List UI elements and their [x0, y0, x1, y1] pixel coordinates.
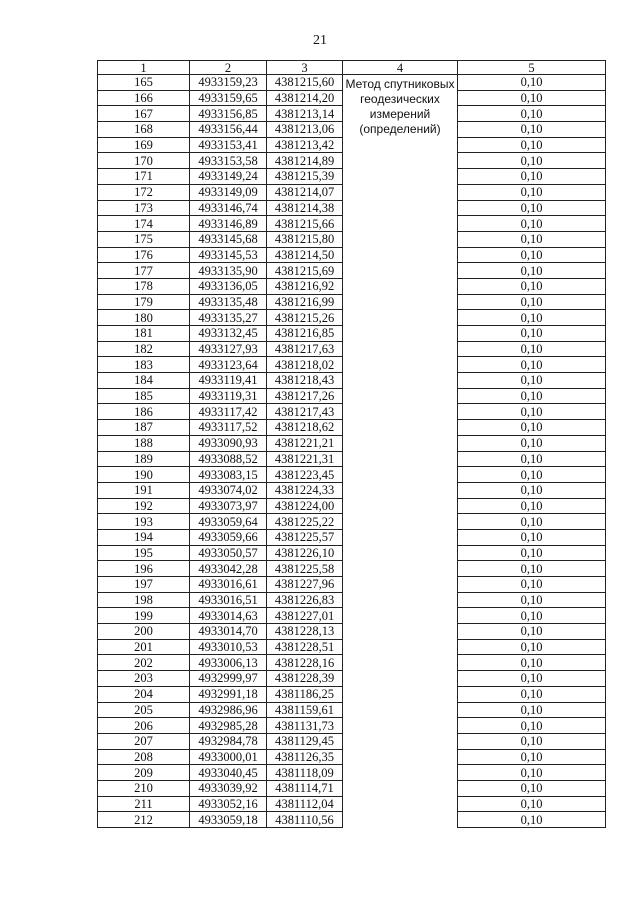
accuracy-cell: 0,10	[458, 702, 606, 718]
point-number-cell: 182	[98, 341, 190, 357]
accuracy-cell: 0,10	[458, 514, 606, 530]
point-number-cell: 185	[98, 388, 190, 404]
point-number-cell: 168	[98, 122, 190, 138]
accuracy-cell: 0,10	[458, 294, 606, 310]
x-coordinate-cell: 4933119,41	[190, 373, 267, 389]
x-coordinate-cell: 4933050,57	[190, 545, 267, 561]
x-coordinate-cell: 4933059,18	[190, 812, 267, 828]
accuracy-cell: 0,10	[458, 608, 606, 624]
y-coordinate-cell: 4381218,62	[267, 420, 343, 436]
x-coordinate-cell: 4933156,85	[190, 106, 267, 122]
accuracy-cell: 0,10	[458, 498, 606, 514]
coordinates-table	[97, 60, 606, 828]
point-number-cell: 209	[98, 765, 190, 781]
y-coordinate-cell: 4381131,73	[267, 718, 343, 734]
x-coordinate-cell: 4933149,09	[190, 184, 267, 200]
y-coordinate-cell: 4381213,06	[267, 122, 343, 138]
y-coordinate-cell: 4381129,45	[267, 733, 343, 749]
x-coordinate-cell: 4933136,05	[190, 278, 267, 294]
accuracy-cell: 0,10	[458, 278, 606, 294]
x-coordinate-cell: 4933052,16	[190, 796, 267, 812]
point-number-cell: 212	[98, 812, 190, 828]
y-coordinate-cell: 4381213,42	[267, 137, 343, 153]
y-coordinate-cell: 4381224,33	[267, 482, 343, 498]
x-coordinate-cell: 4932985,28	[190, 718, 267, 734]
x-coordinate-cell: 4933117,52	[190, 420, 267, 436]
x-coordinate-cell: 4933059,64	[190, 514, 267, 530]
point-number-cell: 186	[98, 404, 190, 420]
point-number-cell: 191	[98, 482, 190, 498]
point-number-cell: 206	[98, 718, 190, 734]
point-number-cell: 175	[98, 231, 190, 247]
accuracy-cell: 0,10	[458, 718, 606, 734]
accuracy-cell: 0,10	[458, 404, 606, 420]
accuracy-cell: 0,10	[458, 796, 606, 812]
y-coordinate-cell: 4381225,57	[267, 529, 343, 545]
point-number-cell: 165	[98, 75, 190, 91]
y-coordinate-cell: 4381159,61	[267, 702, 343, 718]
point-number-cell: 180	[98, 310, 190, 326]
accuracy-cell: 0,10	[458, 639, 606, 655]
x-coordinate-cell: 4932999,97	[190, 671, 267, 687]
point-number-cell: 204	[98, 686, 190, 702]
accuracy-cell: 0,10	[458, 529, 606, 545]
x-coordinate-cell: 4933040,45	[190, 765, 267, 781]
point-number-cell: 203	[98, 671, 190, 687]
accuracy-cell: 0,10	[458, 106, 606, 122]
x-coordinate-cell: 4933014,70	[190, 624, 267, 640]
accuracy-cell: 0,10	[458, 326, 606, 342]
point-number-cell: 166	[98, 90, 190, 106]
point-number-cell: 202	[98, 655, 190, 671]
x-coordinate-cell: 4933145,68	[190, 231, 267, 247]
accuracy-cell: 0,10	[458, 200, 606, 216]
x-coordinate-cell: 4933146,74	[190, 200, 267, 216]
x-coordinate-cell: 4933135,27	[190, 310, 267, 326]
accuracy-cell: 0,10	[458, 310, 606, 326]
y-coordinate-cell: 4381226,10	[267, 545, 343, 561]
accuracy-cell: 0,10	[458, 216, 606, 232]
accuracy-cell: 0,10	[458, 451, 606, 467]
accuracy-cell: 0,10	[458, 341, 606, 357]
point-number-cell: 170	[98, 153, 190, 169]
point-number-cell: 198	[98, 592, 190, 608]
point-number-cell: 171	[98, 169, 190, 185]
x-coordinate-cell: 4933135,90	[190, 263, 267, 279]
y-coordinate-cell: 4381228,13	[267, 624, 343, 640]
accuracy-cell: 0,10	[458, 812, 606, 828]
table-row	[98, 75, 606, 91]
x-coordinate-cell: 4933090,93	[190, 435, 267, 451]
accuracy-cell: 0,10	[458, 184, 606, 200]
accuracy-cell: 0,10	[458, 75, 606, 91]
point-number-cell: 193	[98, 514, 190, 530]
accuracy-cell: 0,10	[458, 90, 606, 106]
point-number-cell: 211	[98, 796, 190, 812]
y-coordinate-cell: 4381214,50	[267, 247, 343, 263]
accuracy-cell: 0,10	[458, 420, 606, 436]
x-coordinate-cell: 4933073,97	[190, 498, 267, 514]
point-number-cell: 187	[98, 420, 190, 436]
x-coordinate-cell: 4933117,42	[190, 404, 267, 420]
x-coordinate-cell: 4933083,15	[190, 467, 267, 483]
x-coordinate-cell: 4933156,44	[190, 122, 267, 138]
column-header: 2	[190, 61, 267, 75]
y-coordinate-cell: 4381110,56	[267, 812, 343, 828]
y-coordinate-cell: 4381218,43	[267, 373, 343, 389]
accuracy-cell: 0,10	[458, 592, 606, 608]
accuracy-cell: 0,10	[458, 561, 606, 577]
y-coordinate-cell: 4381228,39	[267, 671, 343, 687]
accuracy-cell: 0,10	[458, 467, 606, 483]
accuracy-cell: 0,10	[458, 482, 606, 498]
column-header: 3	[267, 61, 343, 75]
accuracy-cell: 0,10	[458, 373, 606, 389]
x-coordinate-cell: 4933119,31	[190, 388, 267, 404]
point-number-cell: 192	[98, 498, 190, 514]
y-coordinate-cell: 4381186,25	[267, 686, 343, 702]
point-number-cell: 172	[98, 184, 190, 200]
x-coordinate-cell: 4933016,61	[190, 577, 267, 593]
accuracy-cell: 0,10	[458, 122, 606, 138]
y-coordinate-cell: 4381213,14	[267, 106, 343, 122]
y-coordinate-cell: 4381214,07	[267, 184, 343, 200]
y-coordinate-cell: 4381214,38	[267, 200, 343, 216]
x-coordinate-cell: 4933016,51	[190, 592, 267, 608]
x-coordinate-cell: 4933159,23	[190, 75, 267, 91]
y-coordinate-cell: 4381215,66	[267, 216, 343, 232]
point-number-cell: 184	[98, 373, 190, 389]
accuracy-cell: 0,10	[458, 435, 606, 451]
x-coordinate-cell: 4933074,02	[190, 482, 267, 498]
y-coordinate-cell: 4381126,35	[267, 749, 343, 765]
point-number-cell: 177	[98, 263, 190, 279]
y-coordinate-cell: 4381218,02	[267, 357, 343, 373]
accuracy-cell: 0,10	[458, 765, 606, 781]
table-header-row	[98, 61, 606, 75]
accuracy-cell: 0,10	[458, 624, 606, 640]
accuracy-cell: 0,10	[458, 231, 606, 247]
x-coordinate-cell: 4933042,28	[190, 561, 267, 577]
y-coordinate-cell: 4381215,60	[267, 75, 343, 91]
accuracy-cell: 0,10	[458, 153, 606, 169]
y-coordinate-cell: 4381217,26	[267, 388, 343, 404]
point-number-cell: 196	[98, 561, 190, 577]
y-coordinate-cell: 4381215,26	[267, 310, 343, 326]
y-coordinate-cell: 4381221,31	[267, 451, 343, 467]
accuracy-cell: 0,10	[458, 169, 606, 185]
accuracy-cell: 0,10	[458, 749, 606, 765]
y-coordinate-cell: 4381214,89	[267, 153, 343, 169]
point-number-cell: 210	[98, 780, 190, 796]
x-coordinate-cell: 4933059,66	[190, 529, 267, 545]
point-number-cell: 205	[98, 702, 190, 718]
point-number-cell: 189	[98, 451, 190, 467]
y-coordinate-cell: 4381228,16	[267, 655, 343, 671]
y-coordinate-cell: 4381216,92	[267, 278, 343, 294]
column-header: 1	[98, 61, 190, 75]
point-number-cell: 181	[98, 326, 190, 342]
x-coordinate-cell: 4933146,89	[190, 216, 267, 232]
x-coordinate-cell: 4933135,48	[190, 294, 267, 310]
x-coordinate-cell: 4933153,41	[190, 137, 267, 153]
y-coordinate-cell: 4381217,43	[267, 404, 343, 420]
x-coordinate-cell: 4933145,53	[190, 247, 267, 263]
x-coordinate-cell: 4933039,92	[190, 780, 267, 796]
y-coordinate-cell: 4381215,69	[267, 263, 343, 279]
x-coordinate-cell: 4933132,45	[190, 326, 267, 342]
point-number-cell: 169	[98, 137, 190, 153]
point-number-cell: 174	[98, 216, 190, 232]
point-number-cell: 167	[98, 106, 190, 122]
point-number-cell: 197	[98, 577, 190, 593]
point-number-cell: 183	[98, 357, 190, 373]
x-coordinate-cell: 4933088,52	[190, 451, 267, 467]
point-number-cell: 176	[98, 247, 190, 263]
accuracy-cell: 0,10	[458, 357, 606, 373]
column-header: 4	[343, 61, 458, 75]
x-coordinate-cell: 4933006,13	[190, 655, 267, 671]
y-coordinate-cell: 4381221,21	[267, 435, 343, 451]
point-number-cell: 178	[98, 278, 190, 294]
accuracy-cell: 0,10	[458, 137, 606, 153]
x-coordinate-cell: 4933127,93	[190, 341, 267, 357]
accuracy-cell: 0,10	[458, 733, 606, 749]
accuracy-cell: 0,10	[458, 545, 606, 561]
point-number-cell: 208	[98, 749, 190, 765]
y-coordinate-cell: 4381112,04	[267, 796, 343, 812]
point-number-cell: 195	[98, 545, 190, 561]
accuracy-cell: 0,10	[458, 247, 606, 263]
point-number-cell: 199	[98, 608, 190, 624]
accuracy-cell: 0,10	[458, 780, 606, 796]
y-coordinate-cell: 4381216,99	[267, 294, 343, 310]
y-coordinate-cell: 4381118,09	[267, 765, 343, 781]
table-body	[98, 75, 606, 828]
x-coordinate-cell: 4933014,63	[190, 608, 267, 624]
method-cell: Метод спутниковых геодезических измерений (определений)	[343, 75, 458, 828]
x-coordinate-cell: 4933000,01	[190, 749, 267, 765]
x-coordinate-cell: 4933149,24	[190, 169, 267, 185]
y-coordinate-cell: 4381216,85	[267, 326, 343, 342]
x-coordinate-cell: 4932984,78	[190, 733, 267, 749]
y-coordinate-cell: 4381226,83	[267, 592, 343, 608]
y-coordinate-cell: 4381227,01	[267, 608, 343, 624]
point-number-cell: 188	[98, 435, 190, 451]
point-number-cell: 194	[98, 529, 190, 545]
point-number-cell: 190	[98, 467, 190, 483]
accuracy-cell: 0,10	[458, 388, 606, 404]
y-coordinate-cell: 4381225,58	[267, 561, 343, 577]
point-number-cell: 200	[98, 624, 190, 640]
page-number: 21	[313, 33, 327, 48]
column-header: 5	[458, 61, 606, 75]
y-coordinate-cell: 4381227,96	[267, 577, 343, 593]
y-coordinate-cell: 4381223,45	[267, 467, 343, 483]
y-coordinate-cell: 4381215,39	[267, 169, 343, 185]
y-coordinate-cell: 4381114,71	[267, 780, 343, 796]
y-coordinate-cell: 4381217,63	[267, 341, 343, 357]
accuracy-cell: 0,10	[458, 671, 606, 687]
x-coordinate-cell: 4933153,58	[190, 153, 267, 169]
point-number-cell: 173	[98, 200, 190, 216]
y-coordinate-cell: 4381215,80	[267, 231, 343, 247]
accuracy-cell: 0,10	[458, 686, 606, 702]
y-coordinate-cell: 4381214,20	[267, 90, 343, 106]
accuracy-cell: 0,10	[458, 263, 606, 279]
x-coordinate-cell: 4933159,65	[190, 90, 267, 106]
point-number-cell: 201	[98, 639, 190, 655]
y-coordinate-cell: 4381228,51	[267, 639, 343, 655]
y-coordinate-cell: 4381225,22	[267, 514, 343, 530]
point-number-cell: 179	[98, 294, 190, 310]
y-coordinate-cell: 4381224,00	[267, 498, 343, 514]
x-coordinate-cell: 4933123,64	[190, 357, 267, 373]
x-coordinate-cell: 4932991,18	[190, 686, 267, 702]
x-coordinate-cell: 4932986,96	[190, 702, 267, 718]
accuracy-cell: 0,10	[458, 577, 606, 593]
point-number-cell: 207	[98, 733, 190, 749]
x-coordinate-cell: 4933010,53	[190, 639, 267, 655]
accuracy-cell: 0,10	[458, 655, 606, 671]
